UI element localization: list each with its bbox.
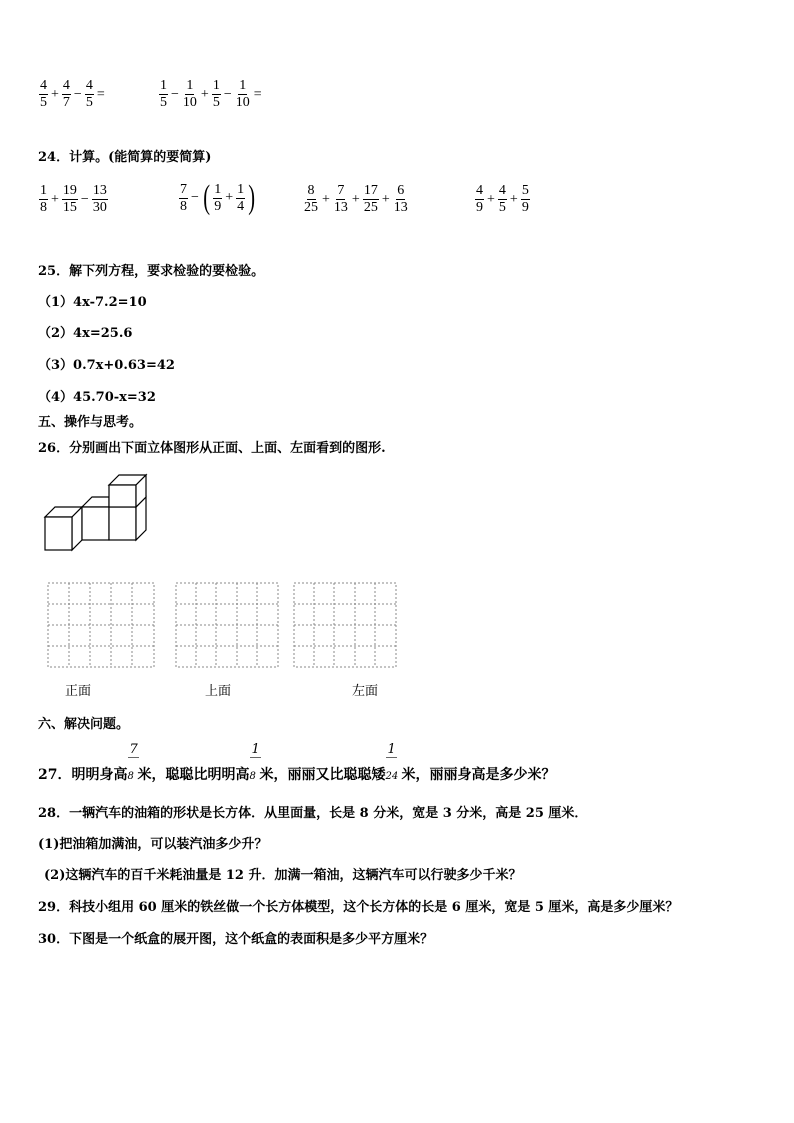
q30-text: 30．下图是一个纸盒的展开图，这个纸盒的表面积是多少平方厘米？ bbox=[38, 932, 434, 947]
q25-item-1: （1）4x-7.2=10 bbox=[38, 295, 147, 310]
q27-fraction-1: 7 8 bbox=[127, 742, 138, 782]
q25-item-2: （2）4x=25.6 bbox=[38, 326, 133, 341]
q28-sub-2: (2)这辆汽车的百千米耗油量是 12 升．加满一箱油，这辆汽车可以行驶多少千米？ bbox=[44, 868, 522, 883]
grid-front-view[interactable] bbox=[47, 582, 157, 670]
q24-expression-3: $\frac{8}{25}$ + $\frac{7}{13}$ + $\frac{17}{25}$ + $\frac{6}{13}$ bbox=[304, 183, 408, 215]
grid-top-view[interactable] bbox=[175, 582, 281, 670]
q27-fraction-3: 1 24 bbox=[385, 742, 399, 782]
label-top-view: 上面 bbox=[205, 684, 232, 699]
expression-top-right: $\frac{1}{5}$ − $\frac{1}{10}$ + $\frac{1}{5}$ − $\frac{1}{10}$ = bbox=[160, 78, 262, 110]
q24-title: 24．计算。(能简算的要简算) bbox=[38, 150, 212, 165]
q27-text: 27．明明身高 7 8 米，聪聪比明明高 1 8 米，丽丽又比聪聪矮 1 24 米，丽丽身高是多少米？ bbox=[38, 742, 556, 783]
section-5-heading: 五、操作与思考。 bbox=[38, 415, 143, 430]
q26-title: 26．分别画出下面立体图形从正面、上面、左面看到的图形. bbox=[38, 441, 386, 456]
q29-text: 29．科技小组用 60 厘米的铁丝做一个长方体模型，这个长方体的长是 6 厘米，宽是 5 厘米，高是多少厘米？ bbox=[38, 900, 679, 915]
q25-item-4: （4）45.70-x=32 bbox=[38, 390, 156, 405]
expression-top-left: $\frac{4}{5}$ + $\frac{4}{7}$ − $\frac{4}{5}$ = bbox=[40, 78, 105, 110]
grid-left-view[interactable] bbox=[293, 582, 399, 670]
q27-fraction-2: 1 8 bbox=[249, 742, 260, 782]
q25-item-3: （3）0.7x+0.63=42 bbox=[38, 358, 175, 373]
q24-expression-1: $\frac{1}{8}$ + $\frac{19}{15}$ − $\frac{13}{30}$ bbox=[40, 183, 107, 215]
q28-title: 28．一辆汽车的油箱的形状是长方体．从里面量，长是 8 分米，宽是 3 分米，高是 25 厘米． bbox=[38, 806, 588, 821]
q28-sub-1: (1)把油箱加满油，可以装汽油多少升？ bbox=[38, 837, 268, 852]
q24-expression-2: $\frac{7}{8}$ − ( $\frac{1}{9}$ + $\frac{1}{4}$ ) bbox=[180, 179, 256, 216]
label-left-view: 左面 bbox=[352, 684, 379, 699]
label-front-view: 正面 bbox=[65, 684, 92, 699]
q25-title: 25．解下列方程，要求检验的要检验。 bbox=[38, 264, 265, 279]
cube-figure bbox=[40, 472, 152, 556]
q24-expression-4: $\frac{4}{9}$ + $\frac{4}{5}$ + $\frac{5}{9}$ bbox=[476, 183, 529, 215]
section-6-heading: 六、解决问题。 bbox=[38, 717, 130, 732]
